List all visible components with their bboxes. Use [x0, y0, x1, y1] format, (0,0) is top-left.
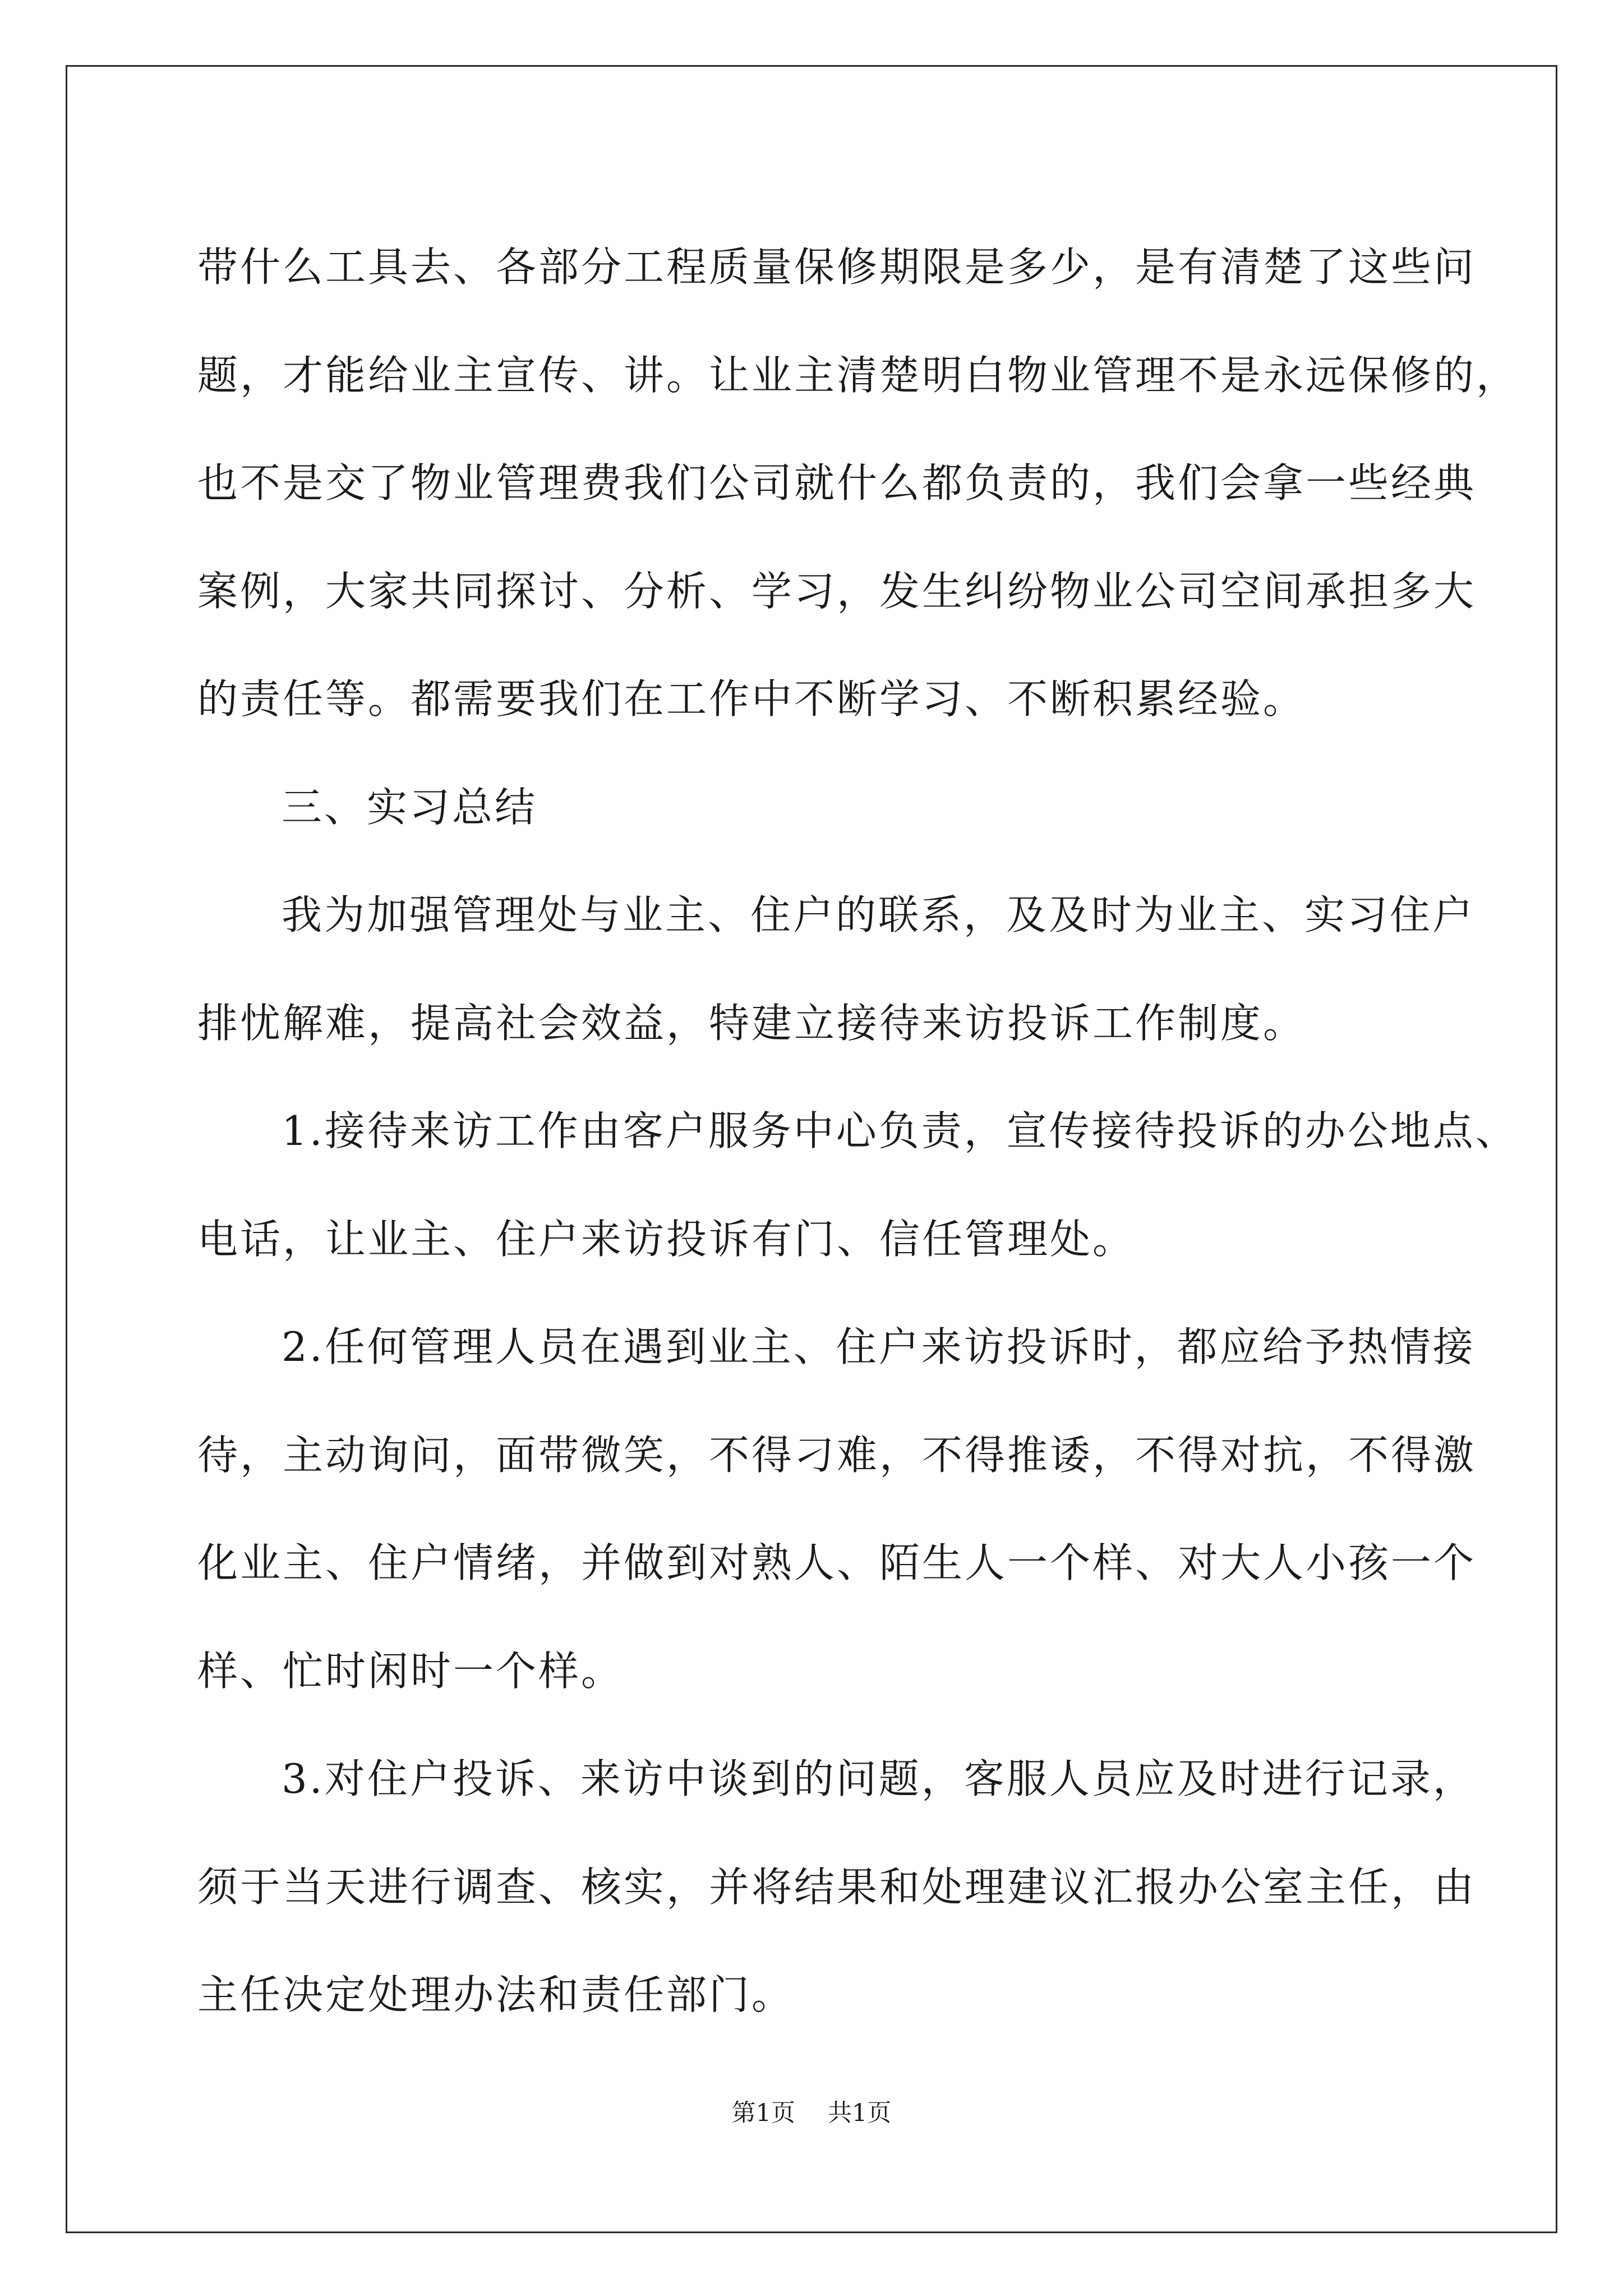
text-line: 题，才能给业主宣传、讲。让业主清楚明白物业管理不是永远保修的， — [197, 351, 1519, 399]
page-number: 第1页 — [731, 2099, 795, 2127]
text-line: 主任决定处理办法和责任部门。 — [197, 1971, 795, 2018]
text-line: 化业主、住户情绪，并做到对熟人、陌生人一个样、对大人小孩一个 — [197, 1539, 1477, 1586]
text-line: 须于当天进行调查、核实，并将结果和处理建议汇报办公室主任，由 — [197, 1863, 1477, 1911]
text-line: 带什么工具去、各部分工程质量保修期限是多少，是有清楚了这些问 — [197, 243, 1477, 291]
text-line: 我为加强管理处与业主、住户的联系，及及时为业主、实习住户 — [282, 891, 1476, 938]
text-line: 样、忙时闲时一个样。 — [197, 1647, 624, 1695]
text-line: 案例，大家共同探讨、分析、学习，发生纠纷物业公司空间承担多大 — [197, 567, 1477, 615]
document-body — [197, 213, 1519, 2049]
page-total: 共1页 — [828, 2099, 892, 2127]
text-line: 的责任等。都需要我们在工作中不断学习、不断积累经验。 — [197, 675, 1306, 723]
text-line: 1.接待来访工作由客户服务中心负责，宣传接待投诉的办公地点、 — [282, 1107, 1518, 1154]
text-line: 电话，让业主、住户来访投诉有门、信任管理处。 — [197, 1215, 1136, 1263]
text-line: 也不是交了物业管理费我们公司就什么都负责的，我们会拿一些经典 — [197, 459, 1477, 507]
text-line: 3.对住户投诉、来访中谈到的问题，客服人员应及时进行记录， — [282, 1755, 1476, 1802]
text-line: 排忧解难，提高社会效益，特建立接待来访投诉工作制度。 — [197, 999, 1306, 1047]
page-footer — [0, 2096, 1623, 2130]
text-line: 2.任何管理人员在遇到业主、住户来访投诉时，都应给予热情接 — [282, 1323, 1476, 1370]
text-line: 待，主动询问，面带微笑，不得刁难，不得推诿，不得对抗，不得激 — [197, 1431, 1477, 1479]
section-heading: 三、实习总结 — [282, 783, 538, 831]
